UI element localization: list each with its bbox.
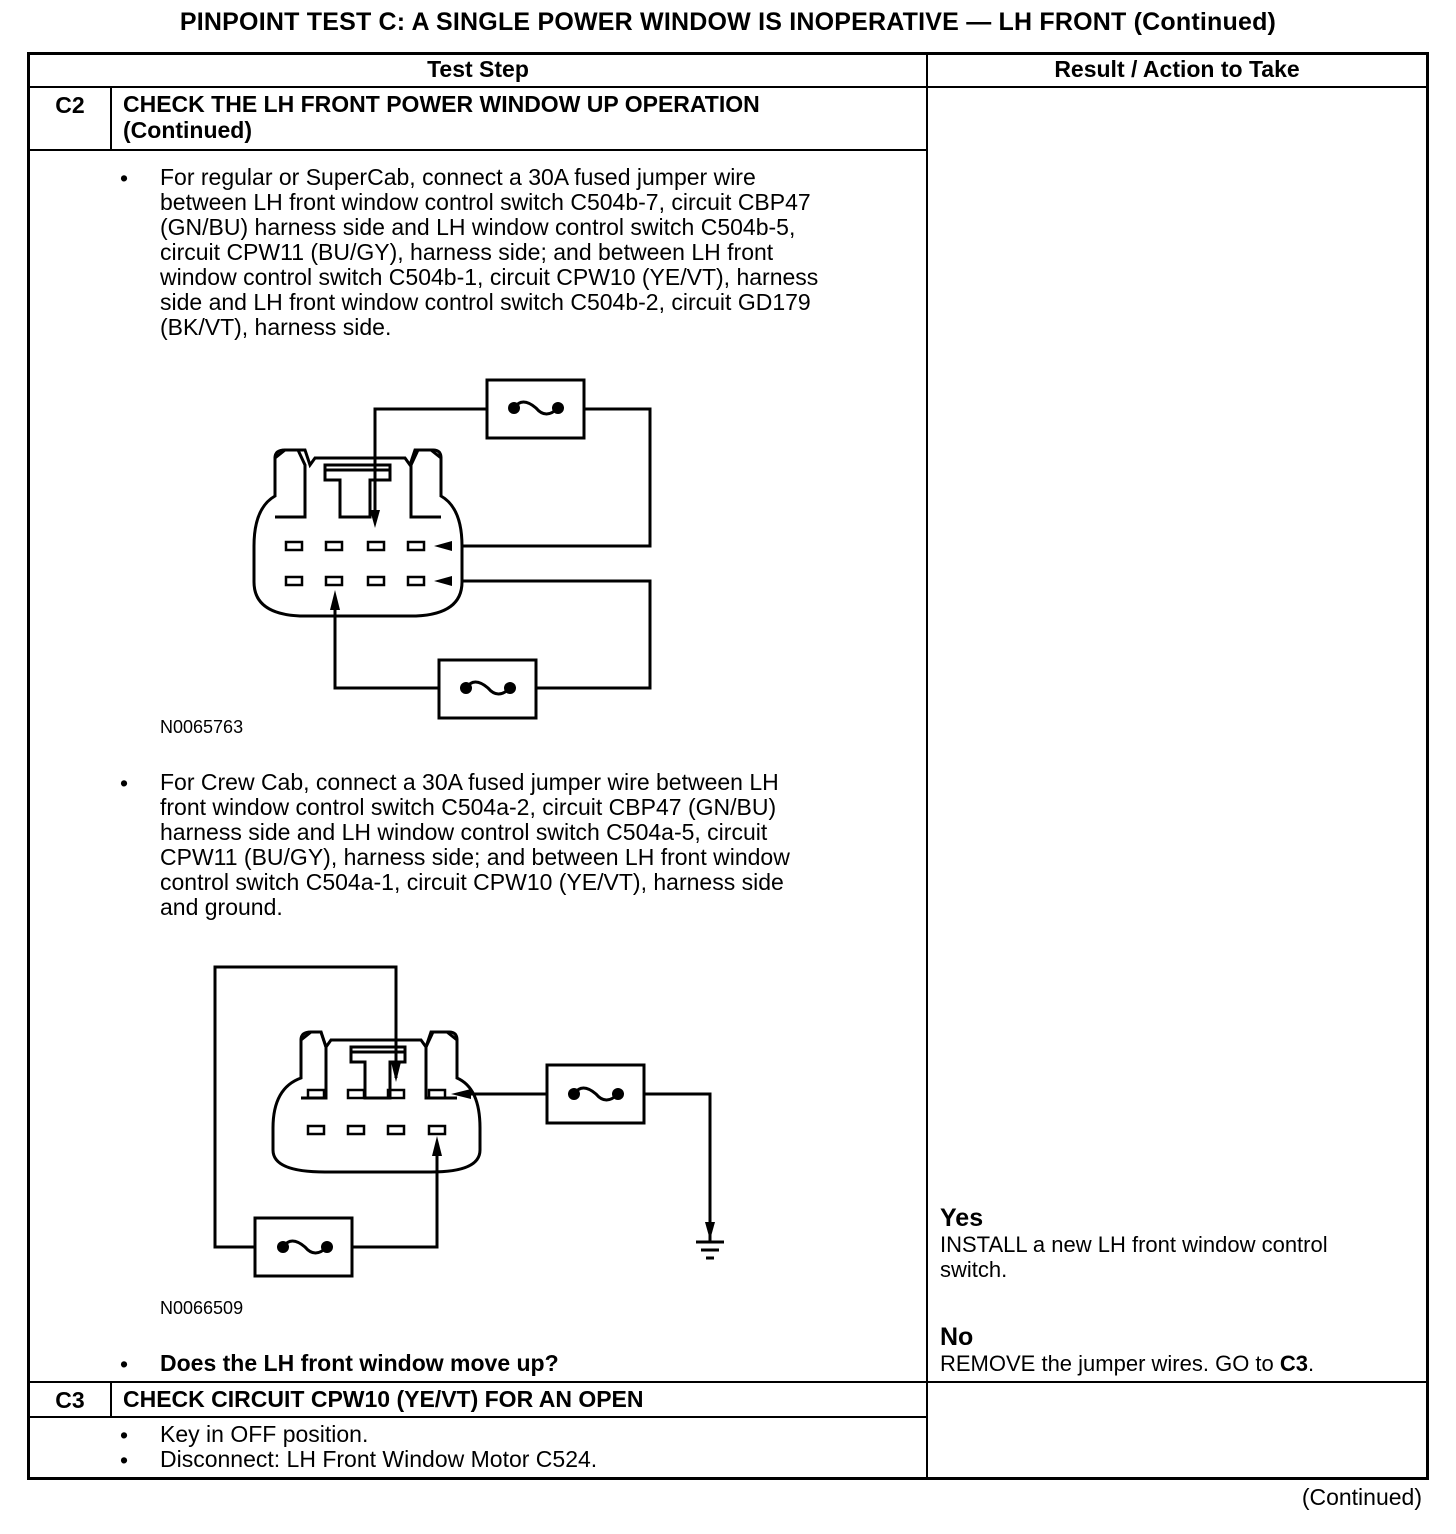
step-link-c3[interactable]: C3 [1279, 1351, 1308, 1376]
figure-label-2: N0066509 [160, 1298, 244, 1318]
test-question: Does the LH front window move up? [160, 1350, 559, 1376]
c3-instruction-2: Disconnect: LH Front Window Motor C524. [160, 1446, 598, 1472]
c3-instruction-1: Key in OFF position. [160, 1421, 369, 1447]
step-title-c2: CHECK THE LH FRONT POWER WINDOW UP OPERATION (Continued) [123, 91, 760, 143]
bullet-icon: • [120, 1422, 129, 1448]
header-result: Result / Action to Take [1054, 56, 1300, 82]
bullet-icon: • [120, 1351, 129, 1377]
continued-footer: (Continued) [1301, 1484, 1422, 1510]
result-yes-action: INSTALL a new LH front window control switch. [940, 1232, 1328, 1282]
step-id-c2: C2 [55, 92, 85, 118]
instruction-regular-supercab: For regular or SuperCab, connect a 30A fused jumper wire between LH front window control switch C504b-7, circuit CBP47 (GN/BU) harness side and LH window control switch C504b-5, circuit CPW11 (BU/GY), harness side; and between LH front window control switch C504b-1, circuit CPW10 (YE/VT), harness side and LH front window control switch C504b-2, circuit GD179 (BK/VT), harness side. [160, 164, 819, 340]
step-id-c3: C3 [55, 1387, 85, 1413]
bullet-icon: • [120, 165, 129, 191]
figure-label-1: N0065763 [160, 717, 244, 737]
instruction-crew-cab: For Crew Cab, connect a 30A fused jumper wire between LH front window control switch C504a-2, circuit CBP47 (GN/BU) harness side and LH window control switch C504a-5, circuit CPW11 (BU/GY), harness side; and between LH front window control switch C504a-1, circuit CPW10 (YE/VT), harness side and ground. [160, 769, 790, 920]
result-no-action: REMOVE the jumper wires. GO to C3. [940, 1351, 1315, 1376]
result-yes-label: Yes [940, 1204, 984, 1232]
wiring-diagram-supercab [240, 370, 670, 730]
page-title: PINPOINT TEST C: A SINGLE POWER WINDOW IS INOPERATIVE — LH FRONT (Continued) [179, 8, 1277, 36]
wiring-diagram-crew-cab [205, 960, 745, 1280]
header-test-step: Test Step [427, 56, 529, 82]
bullet-icon: • [120, 1447, 129, 1473]
step-title-c3: CHECK CIRCUIT CPW10 (YE/VT) FOR AN OPEN [123, 1386, 644, 1412]
result-no-label: No [940, 1323, 974, 1351]
bullet-icon: • [120, 770, 129, 796]
